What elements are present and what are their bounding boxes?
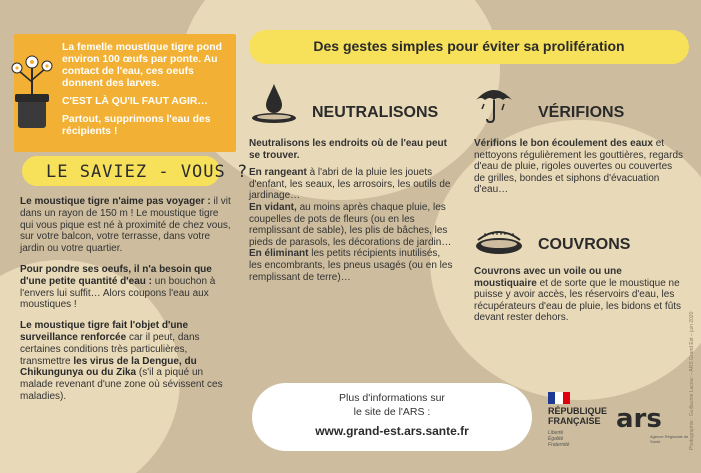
neutralisons-item-text: les petits récipients inutilisés, les encombrants, les pneus usagés (ou en les remplissant de terre)…	[249, 248, 453, 283]
verifions-body	[474, 138, 686, 202]
facts-column	[20, 196, 232, 412]
headline-title: Des gestes simples pour éviter sa prolifération	[313, 38, 625, 54]
neutralisons-item-label: En éliminant	[249, 248, 309, 260]
intro-paragraph: La femelle moustique tigre pond environ 100 œufs par ponte. Au contact de l'eau, ces oeufs donnent des larves.	[62, 42, 222, 89]
neutralisons-item-label: En rangeant	[249, 167, 307, 179]
neutralisons-title: NEUTRALISONS	[312, 104, 439, 121]
rf-motto-line: Fraternité	[548, 442, 570, 448]
fact-text: un bouchon à l'envers lui suffit… Alors coupons l'eau aux moustiques !	[20, 275, 216, 311]
ars-website-link[interactable]: www.grand-est.ars.sante.fr	[315, 424, 469, 438]
neutralisons-body	[249, 138, 455, 289]
info-line: le site de l'ARS :	[353, 406, 431, 418]
verifions-text: et nettoyons régulièrement les gouttières, regards d'eau de pluie, rigoles ouvertes ou couvertes de grilles, bondes et siphons d'évacuation d'eau…	[474, 138, 684, 196]
plant-pot-icon	[6, 52, 58, 136]
fact-bold: les virus de la Dengue, du Chikungunya ou du Zika	[20, 355, 197, 379]
umbrella-icon	[474, 80, 514, 124]
neutralisons-item	[249, 248, 455, 283]
fact-text: il vit dans un rayon de 150 m ! Le moustique tigre qui vous pique est né à proximité de chez vous, sur votre balcon, votre terrasse, dans votre jardin ou votre quartier.	[20, 196, 231, 255]
photo-credit: Photographie : Guillaume Lacour – ARS Grand Est – juin 2020	[689, 311, 695, 450]
info-line: Plus d'informations sur	[339, 392, 445, 404]
couvrons-title: COUVRONS	[538, 236, 631, 253]
fact-text: car il peut, dans certaines conditions très particulières, transmettre	[20, 331, 200, 367]
intro-text	[62, 42, 232, 144]
fact-bold: Pour pondre ses oeufs, il n'a besoin que d'une petite quantité d'eau :	[20, 263, 212, 287]
intro-action: Partout, supprimons l'eau des récipients !	[62, 114, 211, 137]
neutralisons-item-text: à l'abri de la pluie les jouets d'enfant, les seaux, les arrosoirs, les outils de jardinage…	[249, 167, 451, 202]
rf-motto-line: Liberté	[548, 430, 564, 436]
neutralisons-item-text: au moins après chaque pluie, les coupelles de pots de fleurs (ou en les remplissant de sable), les plis de bâches, les pieds de parasols, les décorations de jardin…	[249, 201, 452, 248]
marianne-logo-icon	[548, 392, 570, 404]
rf-motto-line: Égalité	[548, 436, 564, 442]
fact-text: (s'il a piqué un malade revenant d'une zone où sévissent ces maladies).	[20, 367, 223, 402]
fact-paragraph	[20, 264, 232, 311]
water-drop-icon	[250, 82, 298, 124]
couvrons-text: et de sorte que le moustique ne puisse y avoir accès, les réservoirs d'eau, les récupérateurs d'eau de pluie, les bidons et fûts devant rester dehors.	[474, 277, 682, 324]
fact-bold: Le moustique tigre n'aime pas voyager :	[20, 196, 211, 207]
neutralisons-item	[249, 167, 455, 202]
fact-paragraph	[20, 320, 232, 403]
rf-line: FRANÇAISE	[548, 416, 601, 426]
neutralisons-lead-text: Neutralisons les endroits où de l'eau peut se trouver.	[249, 138, 447, 161]
fact-bold: Le moustique tigre fait l'objet d'une surveillance renforcée	[20, 320, 189, 343]
couvrons-lead: Couvrons avec un voile ou une moustiquaire	[474, 266, 622, 289]
verifions-title: VÉRIFIONS	[538, 104, 625, 121]
neutralisons-item	[249, 202, 455, 248]
couvrons-paragraph	[474, 266, 686, 324]
ars-subtitle: Agence Régionale de Santé	[650, 434, 689, 444]
covered-barrel-icon	[474, 226, 524, 256]
fact-paragraph	[20, 196, 232, 255]
saviez-title: LE SAVIEZ - VOUS ?	[46, 162, 249, 182]
republique-francaise-label	[548, 406, 607, 426]
verifions-lead: Vérifions le bon écoulement des eaux	[474, 138, 653, 149]
verifions-paragraph	[474, 138, 686, 196]
neutralisons-lead	[249, 138, 455, 161]
neutralisons-item-label: En vidant,	[249, 201, 297, 213]
rf-motto	[548, 430, 569, 448]
rf-line: RÉPUBLIQUE	[548, 406, 608, 416]
ars-logo: ars	[616, 404, 662, 434]
intro-callout: C'EST LÀ QU'IL FAUT AGIR…	[62, 96, 208, 107]
couvrons-body	[474, 266, 686, 330]
